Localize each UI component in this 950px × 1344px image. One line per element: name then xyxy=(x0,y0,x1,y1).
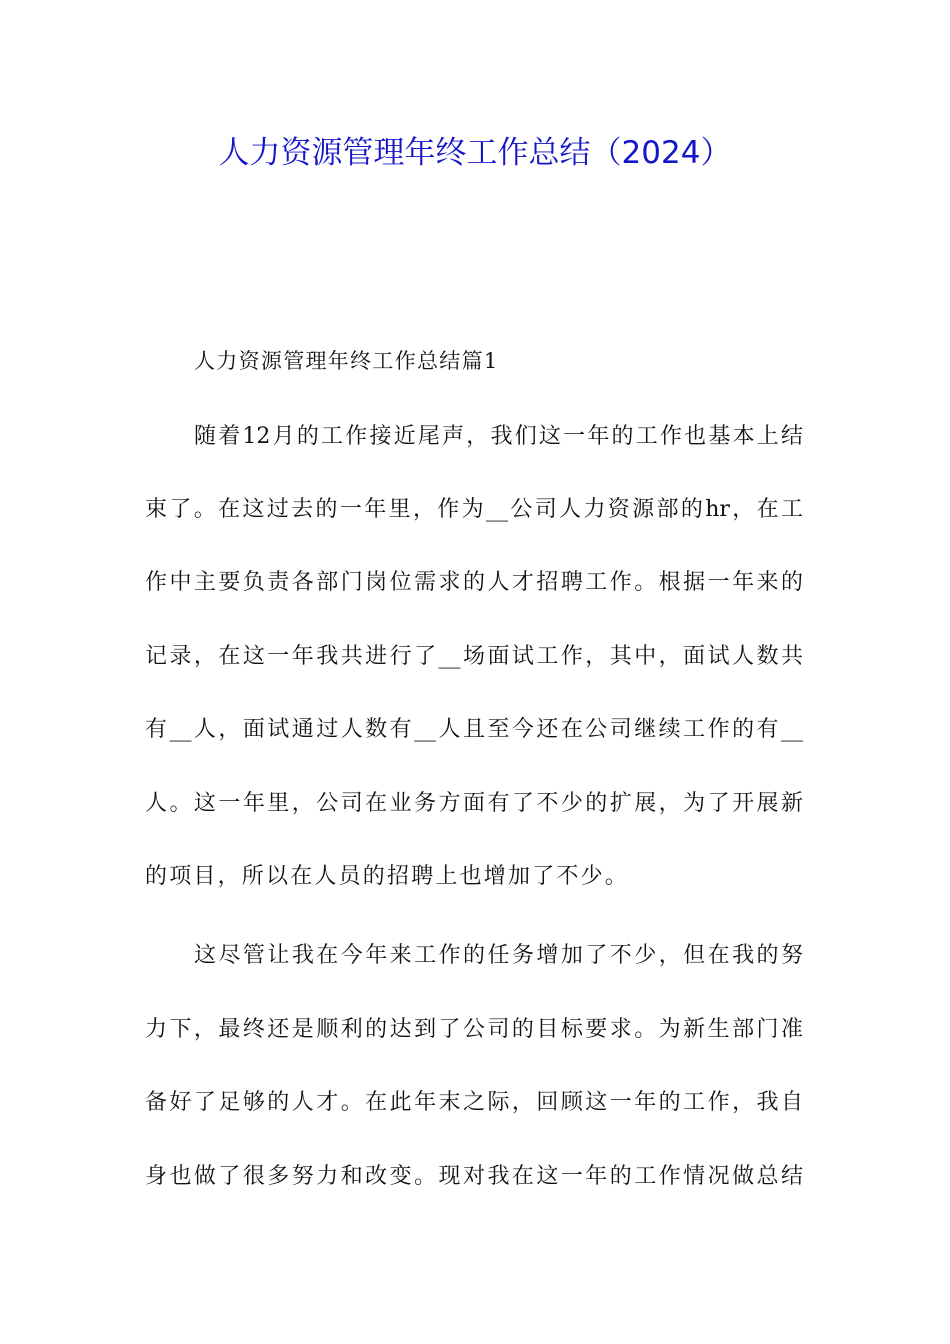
paragraph-1-line-7: 的项目，所以在人员的招聘上也增加了不少。 xyxy=(145,864,630,889)
document-title: 人力资源管理年终工作总结（2024） xyxy=(218,135,732,171)
paragraph-2-line-4: 身也做了很多努力和改变。现对我在这一年的工作情况做总结 xyxy=(145,1164,803,1189)
paragraph-1-line-5: 有__人，面试通过人数有__人且至今还在公司继续工作的有__ xyxy=(145,717,803,742)
paragraph-1-line-3: 作中主要负责各部门岗位需求的人才招聘工作。根据一年来的 xyxy=(145,570,803,595)
paragraph-1-line-6: 人。这一年里，公司在业务方面有了不少的扩展，为了开展新 xyxy=(145,791,803,816)
paragraph-2-line-3: 备好了足够的人才。在此年末之际，回顾这一年的工作，我自 xyxy=(145,1090,803,1115)
paragraph-2-line-1: 这尽管让我在今年来工作的任务增加了不少，但在我的努 xyxy=(194,943,803,968)
paragraph-1-line-1: 随着12月的工作接近尾声，我们这一年的工作也基本上结 xyxy=(194,424,803,449)
paragraph-1-line-2: 束了。在这过去的一年里，作为__公司人力资源部的hr，在工 xyxy=(145,497,803,522)
paragraph-1-line-4: 记录，在这一年我共进行了__场面试工作，其中，面试人数共 xyxy=(145,644,803,669)
section-heading: 人力资源管理年终工作总结篇1 xyxy=(194,349,499,373)
paragraph-2-line-2: 力下，最终还是顺利的达到了公司的目标要求。为新生部门准 xyxy=(145,1017,803,1042)
